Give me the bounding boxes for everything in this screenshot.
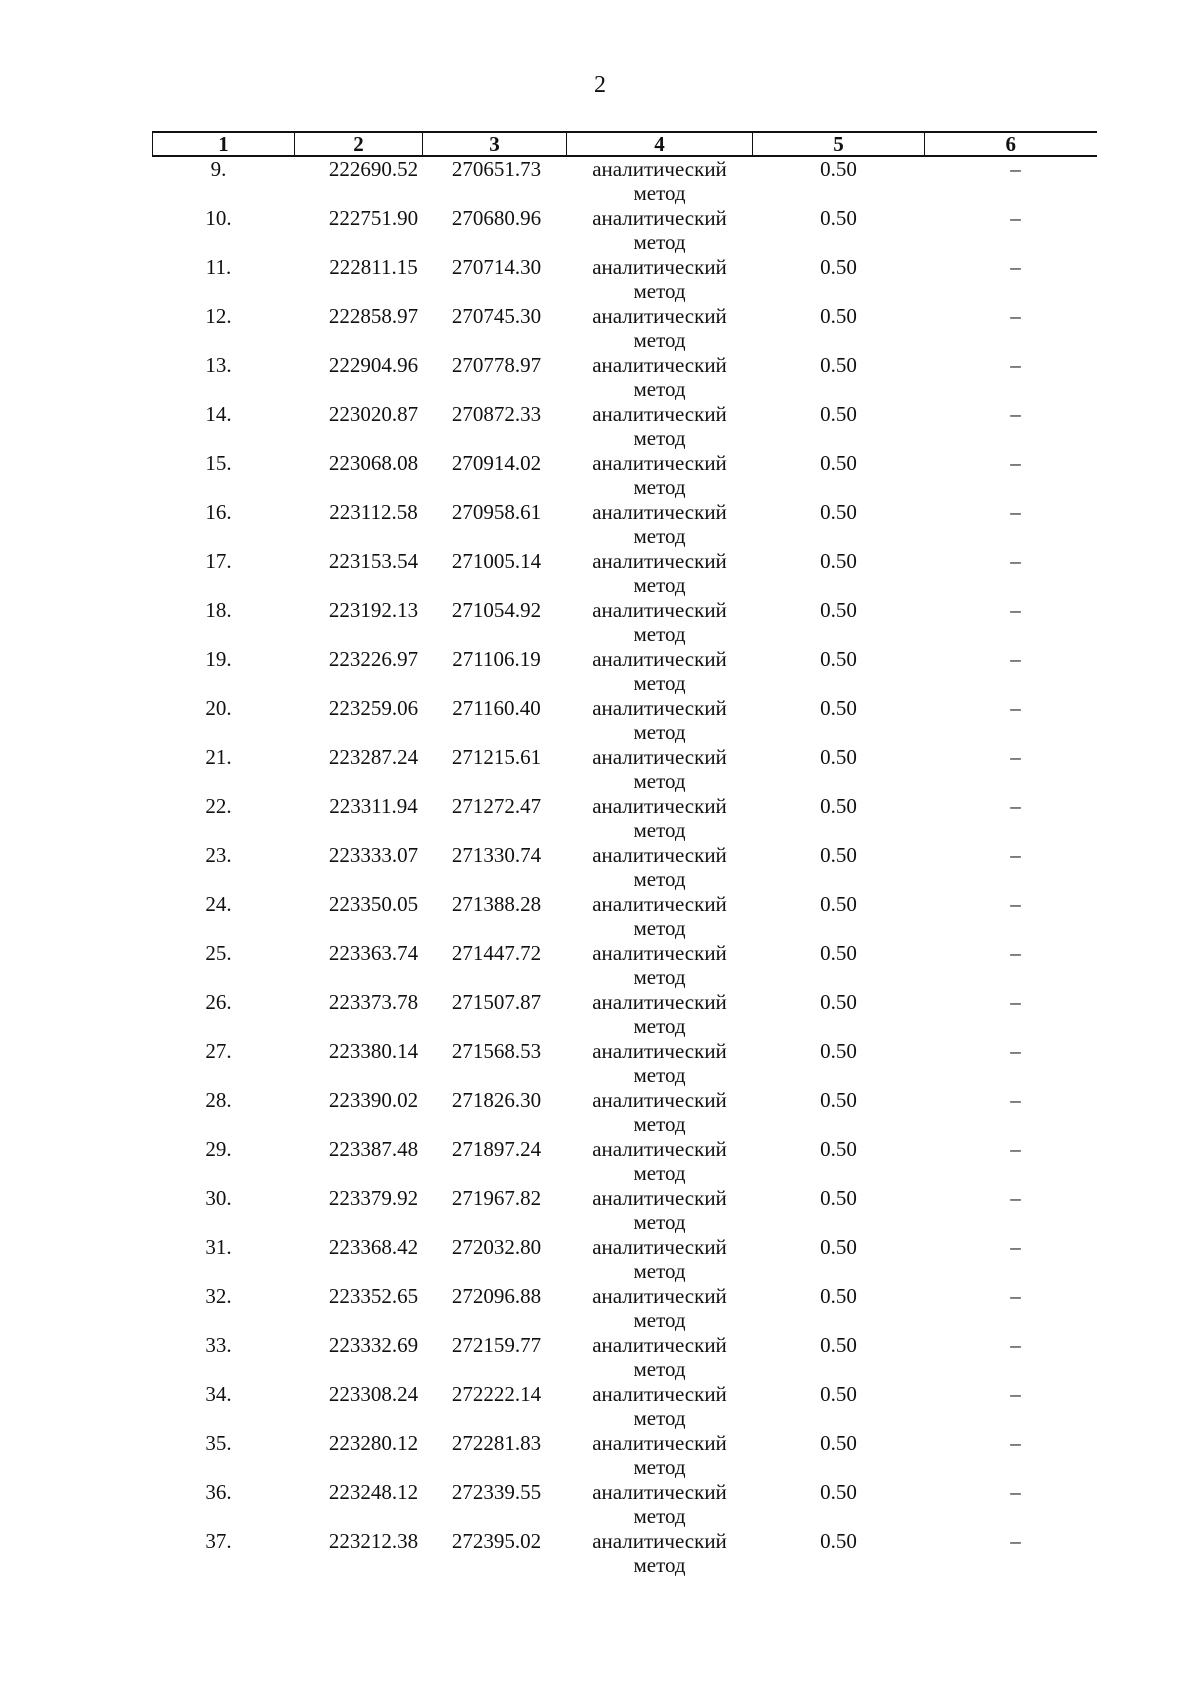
- coordinates-table: [152, 131, 1097, 1578]
- determination-method: [567, 892, 753, 941]
- accuracy-value: 0.50: [820, 1235, 857, 1259]
- accuracy-value: 0.50: [820, 1382, 857, 1406]
- determination-method: [567, 1333, 753, 1382]
- method-line-2: метод: [633, 720, 686, 744]
- determination-method: [567, 745, 753, 794]
- method-line-1: аналитический: [592, 500, 727, 524]
- coordinate-x: 223332.69: [328, 1333, 419, 1357]
- accuracy-value: 0.50: [820, 1137, 857, 1161]
- coordinate-y: 270778.97: [451, 353, 542, 377]
- method-line-1: аналитический: [592, 1333, 727, 1357]
- note-value: –: [1010, 500, 1021, 524]
- accuracy-value: 0.50: [820, 255, 857, 279]
- accuracy-value: 0.50: [820, 157, 857, 181]
- determination-method: [567, 451, 753, 500]
- determination-method: [567, 1137, 753, 1186]
- method-line-2: метод: [633, 475, 686, 499]
- coordinate-x: 222904.96: [328, 353, 419, 377]
- note-value: –: [1010, 892, 1021, 916]
- method-line-2: метод: [633, 573, 686, 597]
- coordinate-x: 223373.78: [328, 990, 419, 1014]
- method-line-2: метод: [633, 328, 686, 352]
- table-row: [153, 353, 1097, 402]
- coordinate-y: 271388.28: [451, 892, 542, 916]
- accuracy-value: 0.50: [820, 549, 857, 573]
- determination-method: [567, 304, 753, 353]
- note-value: –: [1010, 304, 1021, 328]
- coordinate-y: 270651.73: [451, 157, 542, 181]
- note-value: –: [1010, 794, 1021, 818]
- coordinate-y: 271160.40: [452, 696, 541, 720]
- method-line-1: аналитический: [592, 206, 727, 230]
- coordinate-y: 270958.61: [451, 500, 542, 524]
- coordinate-y: 271447.72: [451, 941, 542, 965]
- coordinate-y: 270680.96: [451, 206, 542, 230]
- coordinate-x: 222811.15: [329, 255, 418, 279]
- coordinate-y: 271215.61: [451, 745, 542, 769]
- method-line-2: метод: [633, 1210, 686, 1234]
- coordinate-y: 271272.47: [451, 794, 542, 818]
- table-row: [153, 549, 1097, 598]
- point-number: 14.: [205, 402, 232, 426]
- coordinate-y: 270745.30: [451, 304, 542, 328]
- coordinate-x: 223112.58: [329, 500, 418, 524]
- point-number: 31.: [205, 1235, 232, 1259]
- method-line-2: метод: [633, 426, 686, 450]
- note-value: –: [1010, 1137, 1021, 1161]
- coordinate-y: 271330.74: [451, 843, 542, 867]
- determination-method: [567, 843, 753, 892]
- coordinate-x: 223212.38: [328, 1529, 419, 1553]
- coordinate-y: 272159.77: [451, 1333, 542, 1357]
- table-row: [153, 1235, 1097, 1284]
- method-line-1: аналитический: [592, 745, 727, 769]
- accuracy-value: 0.50: [820, 1431, 857, 1455]
- accuracy-value: 0.50: [820, 206, 857, 230]
- table-body: [153, 156, 1097, 1578]
- point-number: 36.: [205, 1480, 232, 1504]
- determination-method: [567, 1039, 753, 1088]
- table-row: [153, 745, 1097, 794]
- method-line-1: аналитический: [592, 255, 727, 279]
- coordinate-y: 272096.88: [451, 1284, 542, 1308]
- coordinate-x: 223311.94: [329, 794, 418, 818]
- table-row: [153, 990, 1097, 1039]
- note-value: –: [1010, 1284, 1021, 1308]
- table-row: [153, 1431, 1097, 1480]
- table-row: [153, 1382, 1097, 1431]
- column-header-6: 6: [925, 132, 1097, 156]
- note-value: –: [1010, 402, 1021, 426]
- note-value: –: [1010, 1382, 1021, 1406]
- point-number: 25.: [205, 941, 232, 965]
- method-line-2: метод: [633, 1112, 686, 1136]
- column-header-1: 1: [153, 132, 295, 156]
- table-row: [153, 843, 1097, 892]
- table-row: [153, 1529, 1097, 1578]
- point-number: 28.: [205, 1088, 232, 1112]
- coordinate-y: 272281.83: [451, 1431, 542, 1455]
- column-header-4: 4: [567, 132, 753, 156]
- method-line-2: метод: [633, 965, 686, 989]
- determination-method: [567, 598, 753, 647]
- table-row: [153, 1137, 1097, 1186]
- accuracy-value: 0.50: [820, 353, 857, 377]
- coordinate-x: 223333.07: [328, 843, 419, 867]
- accuracy-value: 0.50: [820, 745, 857, 769]
- coordinate-y: 272032.80: [451, 1235, 542, 1259]
- method-line-2: метод: [633, 818, 686, 842]
- accuracy-value: 0.50: [820, 990, 857, 1014]
- coordinate-x: 223363.74: [328, 941, 419, 965]
- coordinate-x: 223226.97: [328, 647, 419, 671]
- accuracy-value: 0.50: [820, 696, 857, 720]
- table-row: [153, 1333, 1097, 1382]
- point-number: 19.: [205, 647, 232, 671]
- point-number: 17.: [205, 549, 232, 573]
- point-number: 35.: [205, 1431, 232, 1455]
- accuracy-value: 0.50: [820, 500, 857, 524]
- determination-method: [567, 1382, 753, 1431]
- table-row: [153, 402, 1097, 451]
- method-line-1: аналитический: [592, 451, 727, 475]
- point-number: 10.: [205, 206, 232, 230]
- coordinate-x: 223380.14: [328, 1039, 419, 1063]
- determination-method: [567, 255, 753, 304]
- accuracy-value: 0.50: [820, 843, 857, 867]
- coordinate-y: 272222.14: [451, 1382, 542, 1406]
- table-row: [153, 1284, 1097, 1333]
- note-value: –: [1010, 1431, 1021, 1455]
- method-line-1: аналитический: [592, 304, 727, 328]
- method-line-2: метод: [633, 524, 686, 548]
- method-line-1: аналитический: [592, 941, 727, 965]
- method-line-1: аналитический: [592, 1382, 727, 1406]
- point-number: 9.: [210, 157, 227, 181]
- method-line-2: метод: [633, 1504, 686, 1528]
- coordinate-x: 223259.06: [328, 696, 419, 720]
- point-number: 33.: [205, 1333, 232, 1357]
- point-number: 30.: [205, 1186, 232, 1210]
- coordinate-y: 271568.53: [451, 1039, 542, 1063]
- note-value: –: [1010, 1529, 1021, 1553]
- point-number: 13.: [205, 353, 232, 377]
- point-number: 12.: [205, 304, 232, 328]
- coordinate-y: 270914.02: [451, 451, 542, 475]
- method-line-2: метод: [633, 1161, 686, 1185]
- note-value: –: [1010, 696, 1021, 720]
- point-number: 29.: [205, 1137, 232, 1161]
- method-line-1: аналитический: [592, 1431, 727, 1455]
- accuracy-value: 0.50: [820, 1088, 857, 1112]
- method-line-2: метод: [633, 671, 686, 695]
- note-value: –: [1010, 1088, 1021, 1112]
- method-line-1: аналитический: [592, 1480, 727, 1504]
- method-line-2: метод: [633, 916, 686, 940]
- determination-method: [567, 353, 753, 402]
- point-number: 27.: [205, 1039, 232, 1063]
- method-line-1: аналитический: [592, 1529, 727, 1553]
- method-line-2: метод: [633, 181, 686, 205]
- accuracy-value: 0.50: [820, 598, 857, 622]
- determination-method: [567, 402, 753, 451]
- note-value: –: [1010, 255, 1021, 279]
- method-line-1: аналитический: [592, 1235, 727, 1259]
- column-header-2: 2: [295, 132, 423, 156]
- table-row: [153, 1480, 1097, 1529]
- table-row: [153, 1088, 1097, 1137]
- table-row: [153, 156, 1097, 206]
- note-value: –: [1010, 157, 1021, 181]
- accuracy-value: 0.50: [820, 402, 857, 426]
- accuracy-value: 0.50: [820, 892, 857, 916]
- determination-method: [567, 1480, 753, 1529]
- method-line-1: аналитический: [592, 353, 727, 377]
- table-row: [153, 304, 1097, 353]
- method-line-2: метод: [633, 279, 686, 303]
- column-header-3: 3: [423, 132, 567, 156]
- coordinate-x: 222690.52: [328, 157, 419, 181]
- determination-method: [567, 1284, 753, 1333]
- accuracy-value: 0.50: [820, 1529, 857, 1553]
- note-value: –: [1010, 1480, 1021, 1504]
- coordinate-x: 223153.54: [328, 549, 419, 573]
- determination-method: [567, 1088, 753, 1137]
- method-line-2: метод: [633, 769, 686, 793]
- note-value: –: [1010, 1235, 1021, 1259]
- note-value: –: [1010, 745, 1021, 769]
- coordinate-y: 270714.30: [451, 255, 542, 279]
- coordinate-x: 223280.12: [328, 1431, 419, 1455]
- method-line-2: метод: [633, 1063, 686, 1087]
- coordinate-x: 223350.05: [328, 892, 419, 916]
- point-number: 32.: [205, 1284, 232, 1308]
- coordinate-y: 272395.02: [451, 1529, 542, 1553]
- determination-method: [567, 500, 753, 549]
- method-line-1: аналитический: [592, 1088, 727, 1112]
- method-line-2: метод: [633, 622, 686, 646]
- determination-method: [567, 1431, 753, 1480]
- table-row: [153, 206, 1097, 255]
- note-value: –: [1010, 598, 1021, 622]
- method-line-2: метод: [633, 1455, 686, 1479]
- page-number: 2: [594, 72, 606, 98]
- determination-method: [567, 990, 753, 1039]
- determination-method: [567, 696, 753, 745]
- coordinate-y: 271967.82: [451, 1186, 542, 1210]
- coordinate-y: 272339.55: [451, 1480, 542, 1504]
- table-row: [153, 794, 1097, 843]
- point-number: 15.: [205, 451, 232, 475]
- point-number: 23.: [205, 843, 232, 867]
- determination-method: [567, 1529, 753, 1578]
- point-number: 21.: [205, 745, 232, 769]
- note-value: –: [1010, 451, 1021, 475]
- note-value: –: [1010, 1333, 1021, 1357]
- coordinate-y: 271106.19: [452, 647, 541, 671]
- note-value: –: [1010, 647, 1021, 671]
- method-line-1: аналитический: [592, 1137, 727, 1161]
- coordinate-x: 223308.24: [328, 1382, 419, 1406]
- point-number: 20.: [205, 696, 232, 720]
- coordinate-x: 223068.08: [328, 451, 419, 475]
- column-header-5: 5: [753, 132, 925, 156]
- method-line-1: аналитический: [592, 157, 727, 181]
- accuracy-value: 0.50: [820, 1186, 857, 1210]
- coordinate-x: 223020.87: [328, 402, 419, 426]
- coordinate-x: 223248.12: [328, 1480, 419, 1504]
- coordinate-y: 271897.24: [451, 1137, 542, 1161]
- table-row: [153, 451, 1097, 500]
- method-line-1: аналитический: [592, 1186, 727, 1210]
- method-line-1: аналитический: [592, 990, 727, 1014]
- table-header: [153, 132, 1097, 156]
- accuracy-value: 0.50: [820, 1039, 857, 1063]
- note-value: –: [1010, 843, 1021, 867]
- accuracy-value: 0.50: [820, 941, 857, 965]
- accuracy-value: 0.50: [820, 1480, 857, 1504]
- method-line-1: аналитический: [592, 598, 727, 622]
- coordinate-y: 271005.14: [451, 549, 542, 573]
- method-line-2: метод: [633, 230, 686, 254]
- method-line-1: аналитический: [592, 794, 727, 818]
- determination-method: [567, 647, 753, 696]
- point-number: 26.: [205, 990, 232, 1014]
- coordinate-x: 223390.02: [328, 1088, 419, 1112]
- method-line-2: метод: [633, 1357, 686, 1381]
- determination-method: [567, 206, 753, 255]
- coordinates-table-container: [152, 131, 1096, 1578]
- accuracy-value: 0.50: [820, 451, 857, 475]
- coordinate-x: 223387.48: [328, 1137, 419, 1161]
- note-value: –: [1010, 353, 1021, 377]
- point-number: 34.: [205, 1382, 232, 1406]
- accuracy-value: 0.50: [820, 1333, 857, 1357]
- determination-method: [567, 794, 753, 843]
- coordinate-x: 223352.65: [328, 1284, 419, 1308]
- method-line-2: метод: [633, 867, 686, 891]
- coordinate-y: 271507.87: [451, 990, 542, 1014]
- point-number: 11.: [205, 255, 232, 279]
- point-number: 24.: [205, 892, 232, 916]
- method-line-1: аналитический: [592, 843, 727, 867]
- table-row: [153, 255, 1097, 304]
- method-line-1: аналитический: [592, 1039, 727, 1063]
- table-row: [153, 941, 1097, 990]
- method-line-1: аналитический: [592, 549, 727, 573]
- point-number: 37.: [205, 1529, 232, 1553]
- note-value: –: [1010, 1039, 1021, 1063]
- coordinate-x: 223192.13: [328, 598, 419, 622]
- coordinate-x: 223379.92: [328, 1186, 419, 1210]
- table-row: [153, 647, 1097, 696]
- coordinate-x: 223287.24: [328, 745, 419, 769]
- point-number: 16.: [205, 500, 232, 524]
- table-row: [153, 500, 1097, 549]
- table-row: [153, 1039, 1097, 1088]
- method-line-2: метод: [633, 1553, 686, 1577]
- method-line-2: метод: [633, 1259, 686, 1283]
- point-number: 18.: [205, 598, 232, 622]
- method-line-1: аналитический: [592, 402, 727, 426]
- method-line-1: аналитический: [592, 1284, 727, 1308]
- table-row: [153, 598, 1097, 647]
- method-line-2: метод: [633, 1014, 686, 1038]
- determination-method: [567, 941, 753, 990]
- method-line-2: метод: [633, 1406, 686, 1430]
- table-row: [153, 696, 1097, 745]
- determination-method: [567, 549, 753, 598]
- method-line-1: аналитический: [592, 696, 727, 720]
- point-number: 22.: [205, 794, 232, 818]
- coordinate-x: 222858.97: [328, 304, 419, 328]
- coordinate-y: 270872.33: [451, 402, 542, 426]
- determination-method: [567, 1186, 753, 1235]
- method-line-1: аналитический: [592, 647, 727, 671]
- method-line-1: аналитический: [592, 892, 727, 916]
- table-header-row: [153, 132, 1097, 156]
- note-value: –: [1010, 549, 1021, 573]
- note-value: –: [1010, 990, 1021, 1014]
- determination-method: [567, 1235, 753, 1284]
- table-row: [153, 892, 1097, 941]
- coordinate-y: 271826.30: [451, 1088, 542, 1112]
- coordinate-x: 223368.42: [328, 1235, 419, 1259]
- note-value: –: [1010, 1186, 1021, 1210]
- accuracy-value: 0.50: [820, 304, 857, 328]
- accuracy-value: 0.50: [820, 647, 857, 671]
- note-value: –: [1010, 941, 1021, 965]
- coordinate-x: 222751.90: [328, 206, 419, 230]
- table-row: [153, 1186, 1097, 1235]
- note-value: –: [1010, 206, 1021, 230]
- method-line-2: метод: [633, 377, 686, 401]
- accuracy-value: 0.50: [820, 794, 857, 818]
- determination-method: [567, 156, 753, 206]
- coordinate-y: 271054.92: [451, 598, 542, 622]
- method-line-2: метод: [633, 1308, 686, 1332]
- accuracy-value: 0.50: [820, 1284, 857, 1308]
